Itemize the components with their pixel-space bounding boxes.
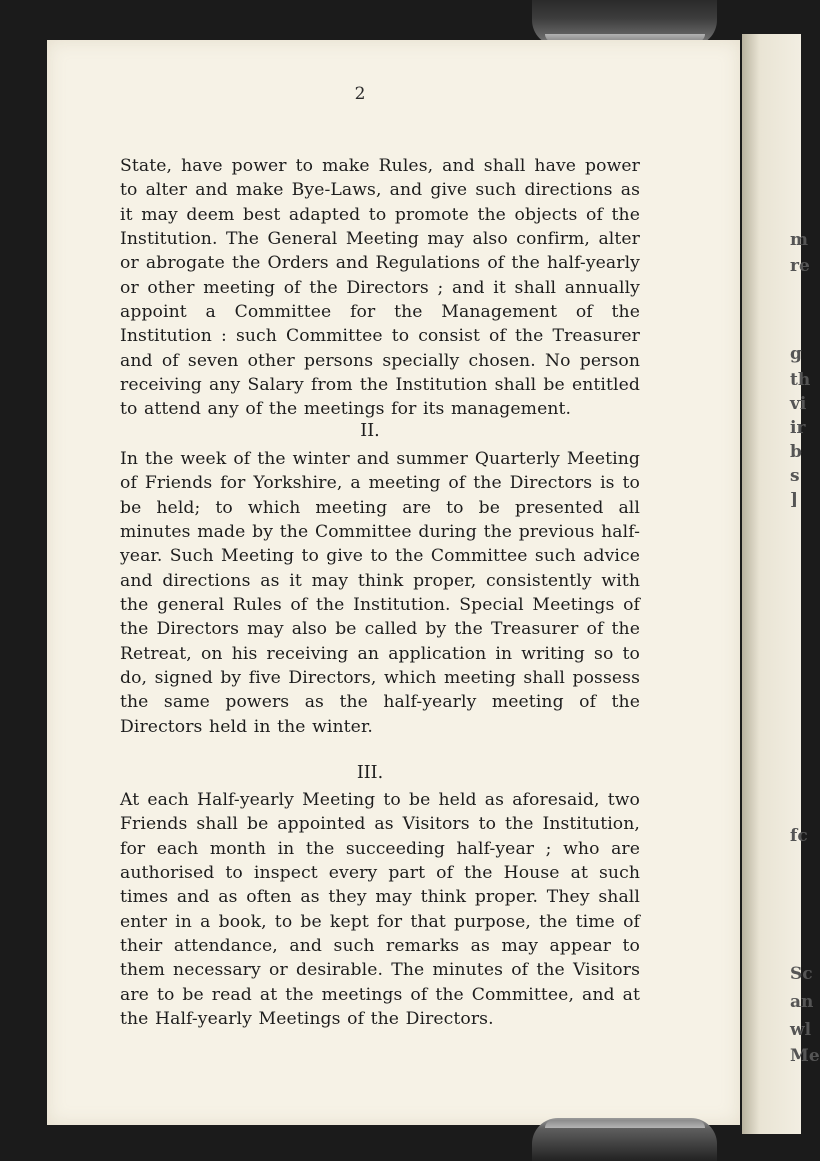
facing-page-fragment: Me [790, 1046, 820, 1066]
paragraph-2: In the week of the winter and summer Quarterly Meeting of Friends for Yorkshire, a meeting of the Directors is to be held; to which meeting are to be presented all minutes made by the Committee during the previous half-year. Such Meeting to give to the Committee such advice and directions as it may think proper, consistently with the general Rules of the Institution. Special Meetings of the Directors may also be called by the Treasurer of the Retreat, on his receiving an application in writing so to do, signed by five Directors, which meeting shall possess the same powers as the half-yearly meeting of the Directors held in the winter. [120, 449, 640, 737]
facing-page-fragment: g [790, 344, 802, 364]
facing-page-fragment: fc [790, 826, 808, 846]
facing-page-fragment: th [790, 370, 811, 390]
facing-page-fragment: an [790, 992, 814, 1012]
facing-page-edge [742, 34, 820, 1134]
facing-page-fragment: s [790, 466, 800, 486]
facing-page-fragment: vi [790, 394, 807, 414]
paragraph-3: At each Half-yearly Meeting to be held as aforesaid, two Friends shall be appointed as Visitors to the Institution, for each month in the succeeding half-year ; who are authorised to inspect every part of the House at such times and as often as they may think proper. They shall enter in a book, to be kept for that purpose, the time of their attendance, and such remarks as may appear to them necessary or desirable. The minutes of the Visitors are to be read at the meetings of the Committee, and at the Half-yearly Meetings of the Directors. [120, 790, 640, 1030]
section-heading-3: III. [356, 763, 384, 783]
facing-page-fragment: Sc [790, 964, 813, 984]
book-clamp-bottom-highlight [545, 1120, 705, 1128]
facing-page-fragment: re [790, 256, 810, 276]
paragraph-1: State, have power to make Rules, and shall have power to alter and make Bye-Laws, and give such directions as it may deem best adapted to promote the objects of the Institution. The General Meeting may also confirm, alter or abrogate the Orders and Regulations of the half-yearly or other meeting of the Directors ; and it shall annually appoint a Committee for the Management of the Institution : such Committee to consist of the Treasurer and of seven other persons specially chosen. No person receiving any Salary from the Institution shall be entitled to attend any of the meetings for its management. [120, 156, 640, 420]
facing-page-fragment: ] [790, 490, 799, 510]
facing-page-fragment: m [790, 230, 808, 250]
facing-page-fragment: b [790, 442, 802, 462]
facing-page-fragment: ir [790, 418, 806, 438]
page-number: 2 [354, 84, 366, 104]
facing-page-fragment: wl [790, 1020, 812, 1040]
section-heading-2: II. [360, 421, 380, 441]
